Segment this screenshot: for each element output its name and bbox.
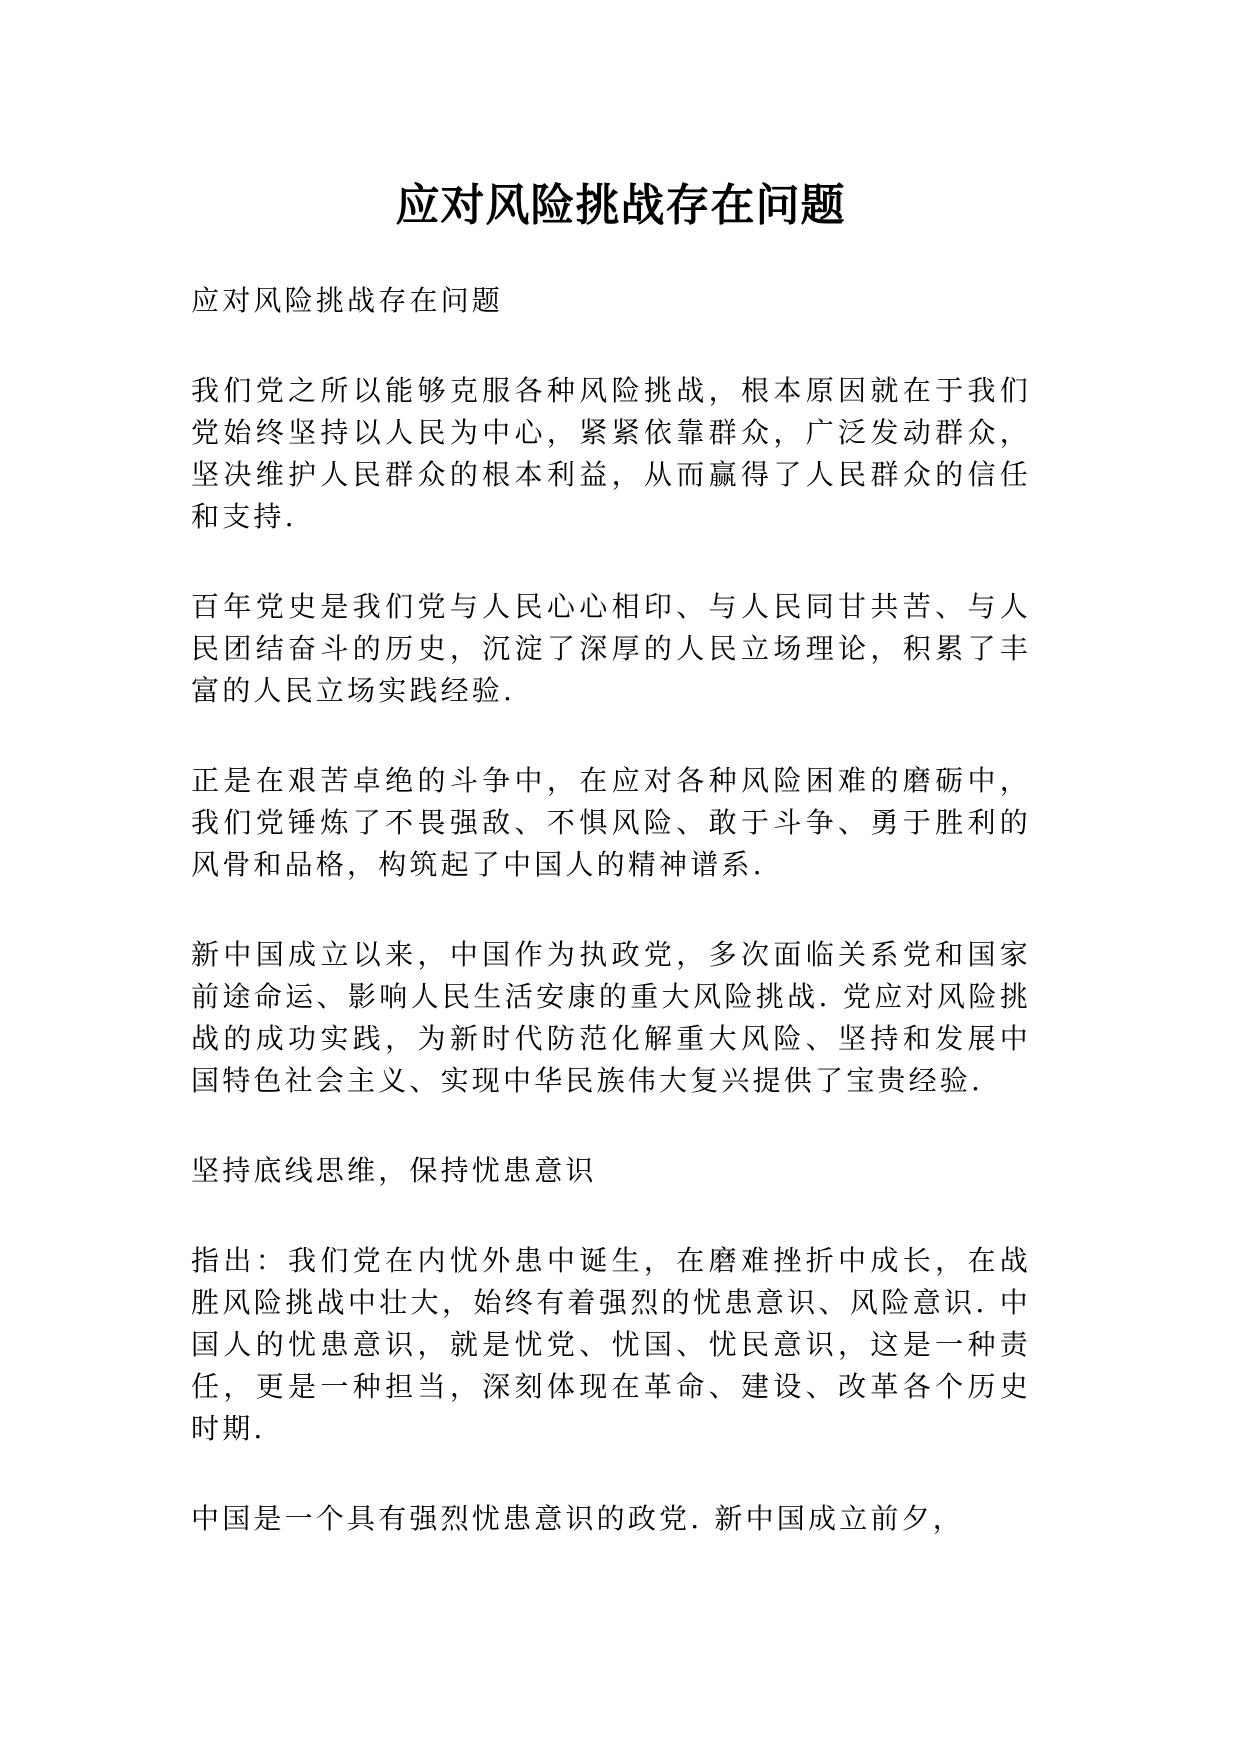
paragraph: 我们党之所以能够克服各种风险挑战，根本原因就在于我们党始终坚持以人民为中心，紧紧依靠群众，广泛发动群众，坚决维护人民群众的根本利益，从而赢得了人民群众的信任和支持.	[191, 374, 1031, 533]
paragraph: 指出：我们党在内忧外患中诞生，在磨难挫折中成长，在战胜风险挑战中壮大，始终有着强烈的忧患意识、风险意识. 中国人的忧患意识，就是忧党、忧国、忧民意识，这是一种责任，更是一种担当，深刻体现在革命、建设、改革各个历史时期.	[191, 1244, 1031, 1445]
paragraph: 新中国成立以来，中国作为执政党，多次面临关系党和国家前途命运、影响人民生活安康的重大风险挑战. 党应对风险挑战的成功实践，为新时代防范化解重大风险、坚持和发展中国特色社会主义、实现中华民族伟大复兴提供了宝贵经验.	[191, 938, 1031, 1097]
paragraph-subtitle: 应对风险挑战存在问题	[191, 284, 504, 317]
paragraph: 中国是一个具有强烈忧患意识的政党. 新中国成立前夕，	[191, 1502, 965, 1535]
section-heading: 坚持底线思维，保持忧患意识	[191, 1154, 597, 1187]
paragraph: 百年党史是我们党与人民心心相印、与人民同甘共苦、与人民团结奋斗的历史，沉淀了深厚的人民立场理论，积累了丰富的人民立场实践经验.	[191, 590, 1031, 707]
paragraph: 正是在艰苦卓绝的斗争中，在应对各种风险困难的磨砺中，我们党锤炼了不畏强敌、不惧风险、敢于斗争、勇于胜利的风骨和品格，构筑起了中国人的精神谱系.	[191, 764, 1031, 881]
document-body	[191, 280, 1031, 1588]
document-title: 应对风险挑战存在问题	[395, 180, 846, 231]
